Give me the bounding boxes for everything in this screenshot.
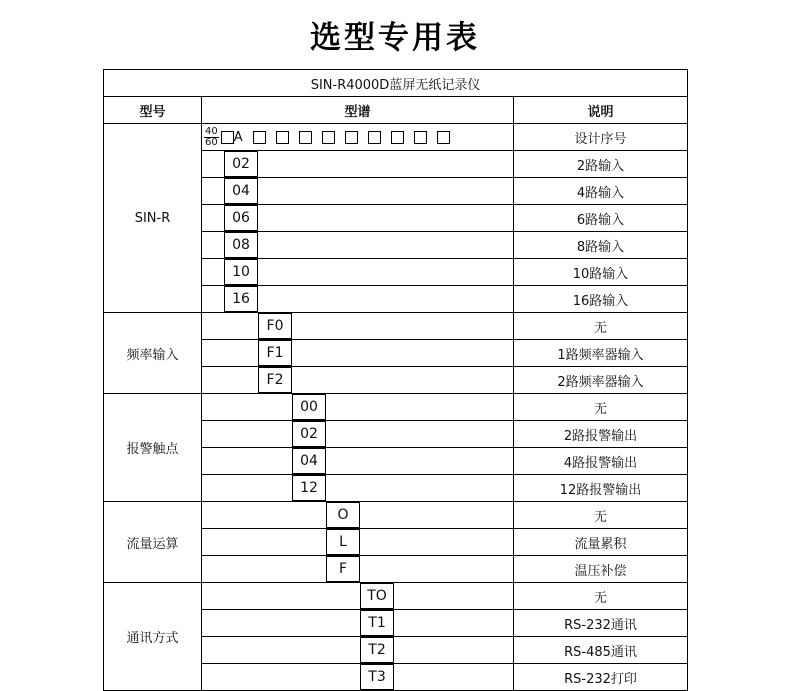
description-cell: 1路频率器输入	[514, 340, 688, 367]
description-cell: 无	[514, 394, 688, 421]
code-cell: 16	[224, 286, 258, 312]
code-cell: F	[326, 556, 360, 582]
table-row	[104, 313, 688, 340]
spectrum-cell	[202, 124, 514, 151]
description-cell: 2路报警输出	[514, 421, 688, 448]
spectrum-cell	[202, 313, 514, 340]
code-cell: 04	[292, 448, 326, 474]
spectrum-cell	[202, 583, 514, 610]
selection-table-container	[103, 69, 687, 691]
series-letter: A	[233, 129, 243, 145]
code-slot-row	[202, 259, 513, 285]
code-slot-row	[202, 313, 513, 339]
code-slot-row	[202, 151, 513, 177]
code-slot-row	[202, 232, 513, 258]
spectrum-cell	[202, 178, 514, 205]
checkbox-icon	[368, 131, 381, 144]
code-slot-row	[202, 421, 513, 447]
code-cell: T2	[360, 637, 394, 663]
code-cell: 12	[292, 475, 326, 501]
category-cell: 通讯方式	[104, 583, 202, 691]
description-cell: RS-232通讯	[514, 610, 688, 637]
code-cell: 04	[224, 178, 258, 204]
model-code-boxes	[202, 124, 513, 150]
spectrum-cell	[202, 529, 514, 556]
table-header-row	[104, 97, 688, 124]
description-cell: 流量累积	[514, 529, 688, 556]
description-cell: 无	[514, 583, 688, 610]
checkbox-icon	[221, 131, 234, 144]
spectrum-cell	[202, 421, 514, 448]
category-cell: 报警触点	[104, 394, 202, 502]
selection-table-body	[104, 70, 688, 691]
description-cell: 12路报警输出	[514, 475, 688, 502]
selection-table	[103, 69, 688, 691]
code-cell: F2	[258, 367, 292, 393]
table-row	[104, 124, 688, 151]
code-slot-row	[202, 367, 513, 393]
code-cell: F0	[258, 313, 292, 339]
table-row	[104, 583, 688, 610]
spectrum-cell	[202, 475, 514, 502]
spectrum-cell	[202, 664, 514, 691]
code-slot-row	[202, 475, 513, 501]
spectrum-cell	[202, 367, 514, 394]
description-cell: RS-485通讯	[514, 637, 688, 664]
description-cell: RS-232打印	[514, 664, 688, 691]
code-slot-row	[202, 529, 513, 555]
description-cell: 6路输入	[514, 205, 688, 232]
checkbox-icon	[437, 131, 450, 144]
code-slot-row	[202, 502, 513, 528]
description-cell: 10路输入	[514, 259, 688, 286]
code-slot-row	[202, 583, 513, 609]
checkbox-icon	[299, 131, 312, 144]
code-cell: TO	[360, 583, 394, 609]
category-cell: SIN-R	[104, 124, 202, 313]
code-slot-row	[202, 178, 513, 204]
spectrum-cell	[202, 286, 514, 313]
code-slot-row	[202, 340, 513, 366]
category-cell: 流量运算	[104, 502, 202, 583]
code-slot-row	[202, 610, 513, 636]
spectrum-cell	[202, 448, 514, 475]
spectrum-cell	[202, 205, 514, 232]
description-cell: 2路频率器输入	[514, 367, 688, 394]
checkbox-icon	[253, 131, 266, 144]
code-cell: F1	[258, 340, 292, 366]
checkbox-icon	[345, 131, 358, 144]
checkbox-icon	[414, 131, 427, 144]
table-top-header: SIN-R4000D蓝屏无纸记录仪	[104, 70, 688, 97]
code-cell: 00	[292, 394, 326, 420]
code-cell: 08	[224, 232, 258, 258]
checkbox-icon	[391, 131, 404, 144]
spectrum-cell	[202, 340, 514, 367]
checkbox-icon	[276, 131, 289, 144]
description-cell: 设计序号	[514, 124, 688, 151]
spectrum-cell	[202, 259, 514, 286]
category-cell: 频率输入	[104, 313, 202, 394]
checkbox-icon	[322, 131, 335, 144]
code-slot-row	[202, 286, 513, 312]
column-header-1: 型号	[104, 97, 202, 124]
description-cell: 无	[514, 313, 688, 340]
code-cell: O	[326, 502, 360, 528]
description-cell: 温压补偿	[514, 556, 688, 583]
code-cell: L	[326, 529, 360, 555]
code-slot-row	[202, 205, 513, 231]
code-slot-row	[202, 448, 513, 474]
table-row	[104, 394, 688, 421]
code-slot-row	[202, 556, 513, 582]
code-slot-row	[202, 637, 513, 663]
spectrum-cell	[202, 502, 514, 529]
spectrum-cell	[202, 394, 514, 421]
description-cell: 2路输入	[514, 151, 688, 178]
spectrum-cell	[202, 556, 514, 583]
code-slot-row	[202, 394, 513, 420]
spectrum-cell	[202, 637, 514, 664]
spectrum-cell	[202, 151, 514, 178]
code-cell: T1	[360, 610, 394, 636]
page-title: 选型专用表	[310, 20, 480, 56]
code-cell: T3	[360, 664, 394, 690]
code-slot-row	[202, 664, 513, 690]
description-cell: 4路输入	[514, 178, 688, 205]
description-cell: 无	[514, 502, 688, 529]
column-header-3: 说明	[514, 97, 688, 124]
description-cell: 4路报警输出	[514, 448, 688, 475]
table-row	[104, 502, 688, 529]
voltage-fraction: $\frac{40}{60}$	[205, 125, 218, 148]
spectrum-cell	[202, 610, 514, 637]
table-row	[104, 70, 688, 97]
code-cell: 10	[224, 259, 258, 285]
code-cell: 06	[224, 205, 258, 231]
description-cell: 16路输入	[514, 286, 688, 313]
column-header-2: 型谱	[202, 97, 514, 124]
description-cell: 8路输入	[514, 232, 688, 259]
spectrum-cell	[202, 232, 514, 259]
code-cell: 02	[224, 151, 258, 177]
code-cell: 02	[292, 421, 326, 447]
